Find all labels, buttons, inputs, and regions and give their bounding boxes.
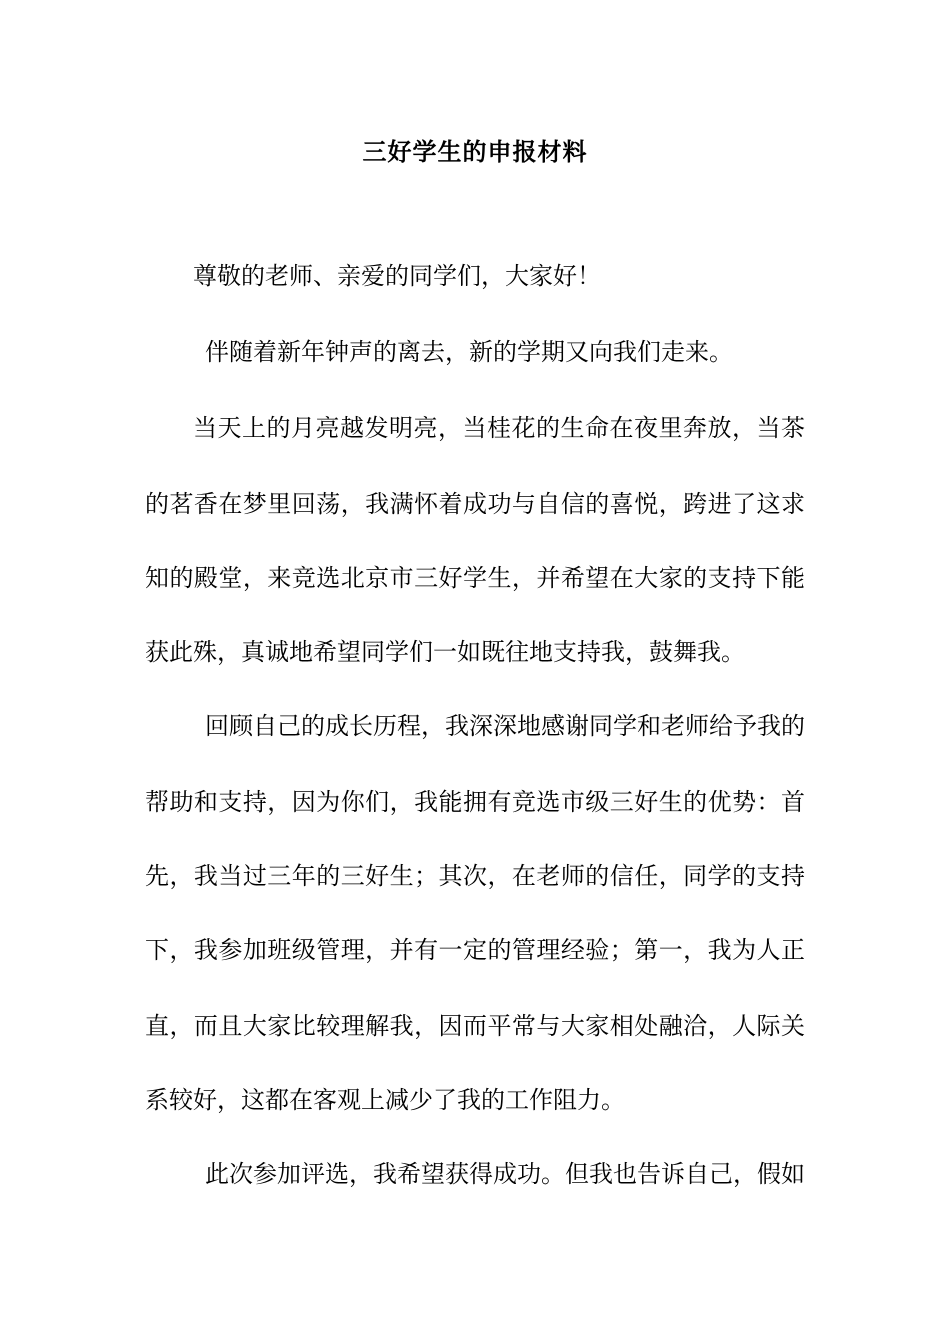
text-line-2: 伴随着新年钟声的离去，新的学期又向我们走来。	[205, 338, 733, 366]
text-line-6: 获此殊，真诚地希望同学们一如既往地支持我，鼓舞我。	[145, 638, 745, 666]
text-line-9: 先，我当过三年的三好生；其次，在老师的信任，同学的支持	[145, 862, 805, 890]
text-line-8: 帮助和支持，因为你们，我能拥有竞选市级三好生的优势：首	[145, 788, 805, 816]
document-title: 三好学生的申报材料	[362, 137, 588, 166]
text-line-12: 系较好，这都在客观上减少了我的工作阻力。	[145, 1086, 625, 1114]
text-line-10: 下，我参加班级管理，并有一定的管理经验；第一，我为人正	[145, 936, 805, 964]
text-line-11: 直，而且大家比较理解我，因而平常与大家相处融洽，人际关	[145, 1012, 805, 1040]
text-line-5: 知的殿堂，来竞选北京市三好学生，并希望在大家的支持下能	[145, 564, 805, 592]
text-line-4: 的茗香在梦里回荡，我满怀着成功与自信的喜悦，跨进了这求	[145, 490, 805, 518]
text-line-7: 回顾自己的成长历程，我深深地感谢同学和老师给予我的	[205, 712, 805, 740]
text-line-1: 尊敬的老师、亲爱的同学们，大家好！	[193, 262, 601, 290]
text-line-3: 当天上的月亮越发明亮，当桂花的生命在夜里奔放，当茶	[193, 414, 805, 442]
text-line-13: 此次参加评选，我希望获得成功。但我也告诉自己，假如	[205, 1160, 805, 1188]
